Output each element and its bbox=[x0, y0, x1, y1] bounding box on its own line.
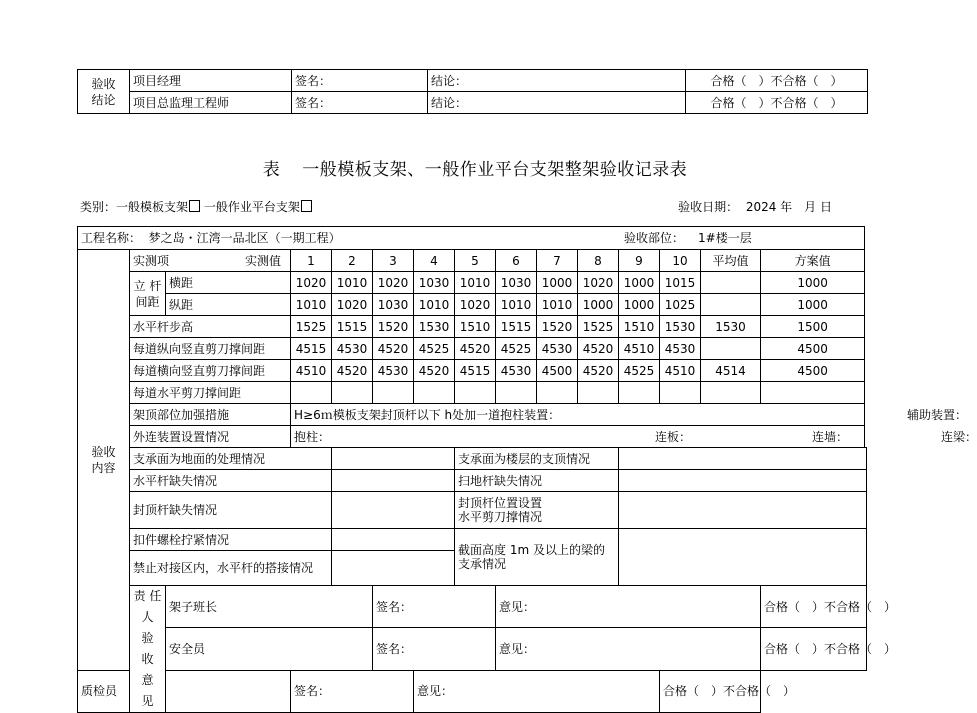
signature-field[interactable]: 签名： bbox=[373, 586, 496, 628]
location-label: 验收部位： bbox=[624, 231, 685, 245]
plan-value[interactable]: 1000 bbox=[761, 272, 865, 294]
measured-value[interactable]: 1025 bbox=[660, 294, 701, 316]
checkbox-icon[interactable] bbox=[301, 200, 312, 212]
row-label: 横距 bbox=[166, 272, 291, 294]
measured-value[interactable]: 4530 bbox=[660, 338, 701, 360]
header-plan: 方案值 bbox=[761, 250, 865, 272]
pass-fail-field[interactable]: 合格（ ）不合格（ ） bbox=[686, 70, 868, 92]
signature-field[interactable]: 签名： bbox=[292, 70, 428, 92]
measured-value[interactable]: 4520 bbox=[373, 338, 414, 360]
measured-value[interactable]: 1030 bbox=[414, 272, 455, 294]
plan-value[interactable]: 4500 bbox=[761, 360, 865, 382]
pass-fail-field[interactable]: 合格（ ）不合格（ ） bbox=[686, 92, 868, 114]
header-avg: 平均值 bbox=[701, 250, 761, 272]
check-label: 支承面为楼层的支顶情况 bbox=[455, 448, 619, 470]
measured-value[interactable]: 1000 bbox=[537, 272, 578, 294]
document-title bbox=[0, 155, 950, 180]
measured-value[interactable]: 4530 bbox=[496, 360, 537, 382]
measured-value[interactable]: 4530 bbox=[537, 338, 578, 360]
measured-value[interactable] bbox=[291, 382, 332, 404]
date-value[interactable]: 2024 年 月 日 bbox=[745, 200, 832, 214]
row-label: 外连装置设置情况 bbox=[130, 426, 291, 448]
row-label: 每道纵向竖直剪刀撑间距 bbox=[130, 338, 291, 360]
row-label: 水平杆步高 bbox=[130, 316, 291, 338]
signature-field[interactable]: 签名： bbox=[373, 628, 496, 670]
pass-fail-field[interactable]: 合格（ ）不合格（ ） bbox=[761, 628, 867, 670]
measured-value[interactable]: 1010 bbox=[332, 272, 373, 294]
measured-value[interactable] bbox=[373, 382, 414, 404]
measured-value[interactable]: 1515 bbox=[332, 316, 373, 338]
avg-value[interactable] bbox=[701, 338, 761, 360]
measured-value[interactable]: 1510 bbox=[455, 316, 496, 338]
plan-value[interactable]: 1500 bbox=[761, 316, 865, 338]
check-value[interactable] bbox=[619, 529, 867, 586]
external-item: 连墙： bbox=[812, 429, 849, 444]
measured-value[interactable]: 4520 bbox=[578, 360, 619, 382]
check-value[interactable] bbox=[332, 492, 455, 529]
measured-value[interactable]: 1510 bbox=[619, 316, 660, 338]
header-item: 实测项 bbox=[133, 253, 170, 268]
measured-value[interactable] bbox=[660, 382, 701, 404]
header-col: 4 bbox=[414, 250, 455, 272]
header-col: 3 bbox=[373, 250, 414, 272]
measured-value[interactable]: 4530 bbox=[332, 338, 373, 360]
header-col: 10 bbox=[660, 250, 701, 272]
measured-value[interactable]: 1525 bbox=[291, 316, 332, 338]
external-cell[interactable] bbox=[291, 426, 977, 448]
measured-value[interactable]: 1000 bbox=[619, 272, 660, 294]
check-value[interactable] bbox=[332, 470, 455, 492]
measured-value[interactable] bbox=[455, 382, 496, 404]
check-label: 扣件螺栓拧紧情况 bbox=[130, 529, 332, 551]
measured-value[interactable]: 4520 bbox=[578, 338, 619, 360]
opinion-field[interactable]: 意见： bbox=[496, 586, 761, 628]
measured-value[interactable]: 1030 bbox=[496, 272, 537, 294]
check-value[interactable] bbox=[619, 448, 867, 470]
measured-value[interactable] bbox=[537, 382, 578, 404]
measured-value[interactable]: 4510 bbox=[291, 360, 332, 382]
row-label: 每道水平剪刀撑间距 bbox=[130, 382, 291, 404]
role-cell: 架子班长 bbox=[166, 586, 373, 628]
measured-value[interactable] bbox=[496, 382, 537, 404]
header-col: 8 bbox=[578, 250, 619, 272]
pass-fail-field[interactable]: 合格（ ）不合格（ ） bbox=[761, 586, 867, 628]
measured-value[interactable]: 4515 bbox=[291, 338, 332, 360]
measured-value[interactable]: 4520 bbox=[332, 360, 373, 382]
check-value[interactable] bbox=[332, 551, 455, 586]
plan-value[interactable] bbox=[761, 382, 865, 404]
measured-value[interactable]: 1020 bbox=[373, 272, 414, 294]
project-row bbox=[78, 227, 865, 250]
avg-value[interactable] bbox=[701, 272, 761, 294]
section-label: 责 任 人 验 收 意 见 bbox=[130, 586, 166, 713]
category-label: 类别： bbox=[80, 200, 117, 214]
project-label: 工程名称： bbox=[81, 231, 142, 245]
conclusion-field[interactable]: 结论： bbox=[428, 70, 686, 92]
measured-value[interactable] bbox=[332, 382, 373, 404]
category-option-1: 一般模板支架 bbox=[116, 200, 189, 214]
title-text: 一般模板支架、一般作业平台支架整架验收记录表 bbox=[302, 160, 688, 180]
check-label: 禁止对接区内，水平杆的搭接情况 bbox=[130, 551, 332, 586]
role-cell: 安全员 bbox=[166, 628, 373, 670]
title-prefix: 表 bbox=[262, 160, 281, 180]
header-col: 5 bbox=[455, 250, 496, 272]
measured-value[interactable]: 1000 bbox=[578, 294, 619, 316]
conclusion-field[interactable]: 结论： bbox=[428, 92, 686, 114]
measured-value[interactable]: 4530 bbox=[373, 360, 414, 382]
section-label: 验收 结论 bbox=[78, 70, 130, 114]
measured-value[interactable] bbox=[619, 382, 660, 404]
plan-value[interactable]: 1000 bbox=[761, 294, 865, 316]
measured-value[interactable]: 1515 bbox=[496, 316, 537, 338]
header-col: 9 bbox=[619, 250, 660, 272]
reinforce-cell[interactable] bbox=[291, 404, 968, 426]
measured-value[interactable]: 1020 bbox=[455, 294, 496, 316]
measured-value[interactable]: 1010 bbox=[496, 294, 537, 316]
measured-value[interactable]: 1530 bbox=[660, 316, 701, 338]
check-label: 截面高度 1m 及以上的梁的支承情况 bbox=[455, 529, 619, 586]
avg-value[interactable] bbox=[701, 382, 761, 404]
signature-field[interactable]: 签名： bbox=[291, 670, 414, 712]
measured-value[interactable]: 1520 bbox=[373, 316, 414, 338]
measured-value[interactable]: 1000 bbox=[619, 294, 660, 316]
measured-value[interactable]: 1010 bbox=[455, 272, 496, 294]
measured-value[interactable]: 4500 bbox=[537, 360, 578, 382]
check-label: 扫地杆缺失情况 bbox=[455, 470, 619, 492]
role-cell: 质检员 bbox=[78, 670, 291, 712]
acceptance-conclusion-table bbox=[77, 69, 868, 114]
reinforce-aux: 辅助装置： bbox=[907, 407, 968, 422]
pass-fail-field[interactable]: 合格（ ）不合格（ ） bbox=[660, 670, 761, 712]
measured-value[interactable]: 1020 bbox=[578, 272, 619, 294]
location-value: 1#楼一层 bbox=[698, 231, 752, 245]
external-item: 连梁： bbox=[941, 429, 977, 444]
header-col: 1 bbox=[291, 250, 332, 272]
check-value[interactable] bbox=[332, 529, 455, 551]
measured-value[interactable]: 4520 bbox=[455, 338, 496, 360]
external-item: 连板： bbox=[655, 429, 692, 444]
role-cell: 项目经理 bbox=[130, 70, 292, 92]
avg-value[interactable] bbox=[701, 294, 761, 316]
avg-value[interactable]: 4514 bbox=[701, 360, 761, 382]
measured-value[interactable]: 1020 bbox=[291, 272, 332, 294]
row-label: 架顶部位加强措施 bbox=[130, 404, 291, 426]
measured-value[interactable]: 1010 bbox=[537, 294, 578, 316]
measured-value[interactable]: 4525 bbox=[496, 338, 537, 360]
section-label: 验收 内容 bbox=[78, 250, 130, 671]
measured-value[interactable]: 1030 bbox=[373, 294, 414, 316]
signature-field[interactable]: 签名： bbox=[292, 92, 428, 114]
group-label: 立 杆 间距 bbox=[130, 272, 166, 316]
project-name: 梦之岛・江湾一品北区（一期工程） bbox=[148, 231, 341, 245]
measured-value[interactable]: 1010 bbox=[291, 294, 332, 316]
form-meta bbox=[80, 198, 832, 214]
measured-value[interactable] bbox=[414, 382, 455, 404]
measured-value[interactable]: 4520 bbox=[414, 360, 455, 382]
header-col: 2 bbox=[332, 250, 373, 272]
header-col: 6 bbox=[496, 250, 537, 272]
inspection-record-table bbox=[77, 226, 977, 713]
date-label: 验收日期： bbox=[678, 200, 739, 214]
category-option-2: 一般作业平台支架 bbox=[203, 200, 300, 214]
measured-value[interactable]: 4510 bbox=[660, 360, 701, 382]
header-measured: 实测值 bbox=[244, 253, 281, 268]
check-value[interactable] bbox=[619, 470, 867, 492]
header-col: 7 bbox=[537, 250, 578, 272]
measured-value[interactable]: 1520 bbox=[537, 316, 578, 338]
reinforce-value: H≥6ｍ模板支架封顶杆以下 h处加一道抱柱装置： bbox=[294, 407, 561, 422]
measured-value[interactable]: 1530 bbox=[414, 316, 455, 338]
external-item: 抱柱： bbox=[294, 429, 331, 444]
measured-value[interactable]: 4525 bbox=[619, 360, 660, 382]
row-label: 纵距 bbox=[166, 294, 291, 316]
opinion-field[interactable]: 意见： bbox=[414, 670, 660, 712]
measured-value[interactable]: 1525 bbox=[578, 316, 619, 338]
measured-value[interactable]: 4515 bbox=[455, 360, 496, 382]
role-cell: 项目总监理工程师 bbox=[130, 92, 292, 114]
check-label: 水平杆缺失情况 bbox=[130, 470, 332, 492]
measured-value[interactable]: 1010 bbox=[414, 294, 455, 316]
measured-value[interactable]: 1015 bbox=[660, 272, 701, 294]
measured-value[interactable] bbox=[578, 382, 619, 404]
check-label: 支承面为地面的处理情况 bbox=[130, 448, 332, 470]
row-label: 每道横向竖直剪刀撑间距 bbox=[130, 360, 291, 382]
check-value[interactable] bbox=[619, 492, 867, 529]
avg-value[interactable]: 1530 bbox=[701, 316, 761, 338]
check-label: 封顶杆位置设置 水平剪刀撑情况 bbox=[455, 492, 619, 529]
measured-value[interactable]: 4525 bbox=[414, 338, 455, 360]
plan-value[interactable]: 4500 bbox=[761, 338, 865, 360]
opinion-field[interactable]: 意见： bbox=[496, 628, 761, 670]
measured-value[interactable]: 1020 bbox=[332, 294, 373, 316]
checkbox-icon[interactable] bbox=[189, 200, 200, 212]
check-label: 封顶杆缺失情况 bbox=[130, 492, 332, 529]
measured-value[interactable]: 4510 bbox=[619, 338, 660, 360]
check-value[interactable] bbox=[332, 448, 455, 470]
header-item-cell bbox=[130, 250, 291, 272]
